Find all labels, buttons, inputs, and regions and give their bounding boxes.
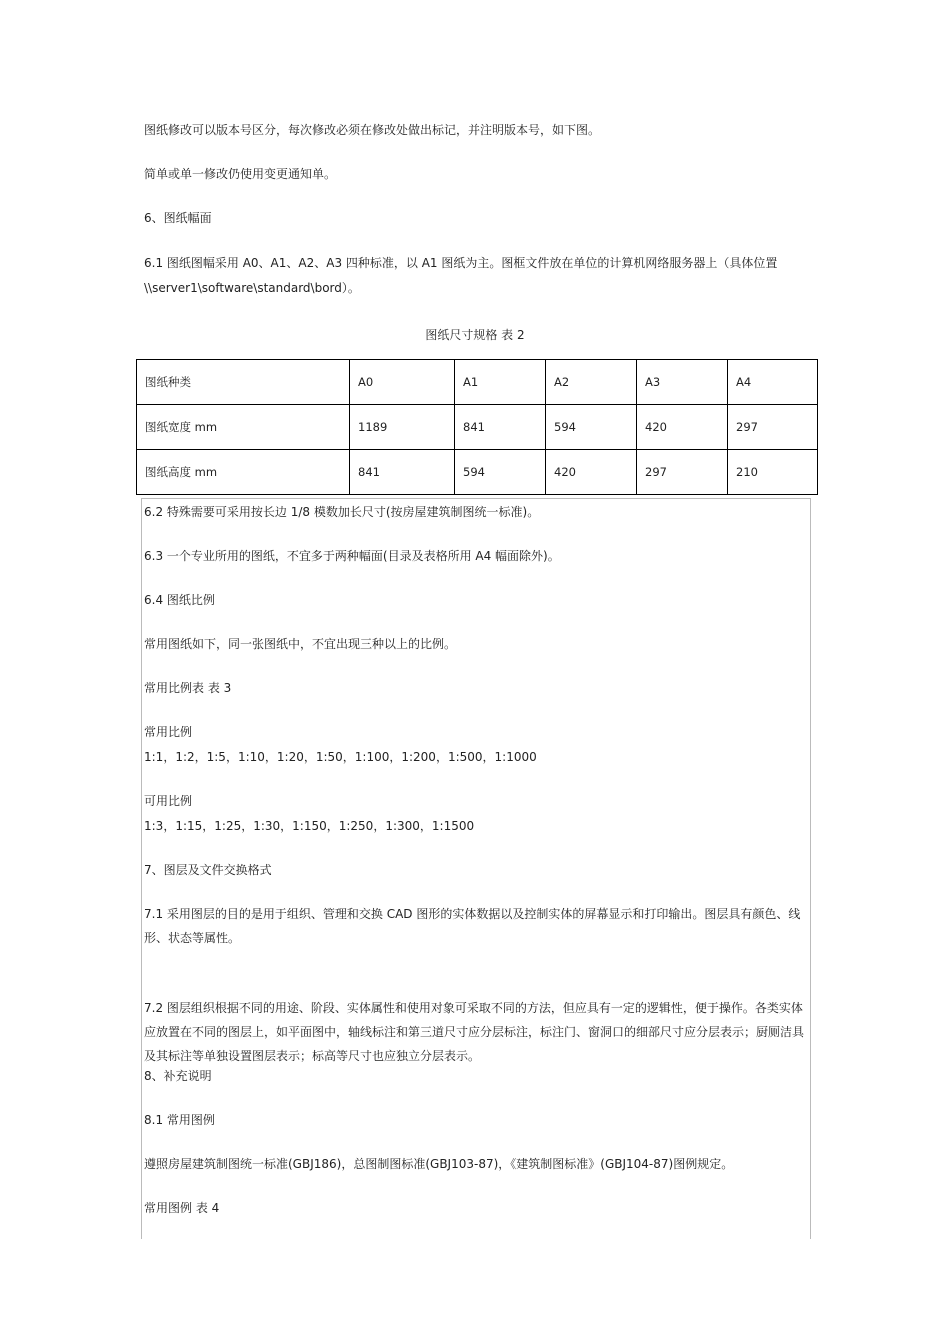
table-cell: A3 xyxy=(637,360,728,405)
table-cell: A0 xyxy=(350,360,455,405)
table-cell: 图纸宽度 mm xyxy=(137,405,350,450)
table-cell: 841 xyxy=(350,450,455,495)
paragraph-8-1-text: 遵照房屋建筑制图统一标准(GBJ186)，总图制图标准(GBJ103-87)，《建筑制图标准》(GBJ104-87)图例规定。 xyxy=(144,1157,734,1171)
intro-paragraph-2: 简单或单一修改仍使用变更通知单。 xyxy=(144,167,337,181)
optional-scale-values: 1:3，1:15，1:25，1:30，1:150，1:250，1:300，1:1500 xyxy=(144,819,475,833)
table-2-caption: 图纸尺寸规格 表 2 xyxy=(425,328,525,342)
paragraph-6-4-text: 常用图纸如下，同一张图纸中，不宜出现三种以上的比例。 xyxy=(144,637,457,651)
table-4-caption: 常用图例 表 4 xyxy=(144,1201,220,1215)
table-3-caption: 常用比例表 表 3 xyxy=(144,681,232,695)
table-cell: A4 xyxy=(728,360,818,405)
table-row xyxy=(137,360,818,405)
table-cell: 594 xyxy=(455,450,546,495)
table-cell: 图纸种类 xyxy=(137,360,350,405)
paragraph-7-2: 7.2 图层组织根据不同的用途、阶段、实体属性和使用对象可采取不同的方法，但应具有一定的逻辑性，便于操作。各类实体应放置在不同的图层上，如平面图中，轴线标注和第三道尺寸应分层标注，标注门、窗洞口的细部尺寸应分层表示；厨厕洁具及其标注等单独设置图层表示；标高等尺寸也应独立分层表示。 xyxy=(144,1001,805,1063)
paragraph-6-1-line-2: \\server1\software\standard\bord）。 xyxy=(144,281,360,295)
section-6-heading: 6、图纸幅面 xyxy=(144,211,212,225)
table-cell: 297 xyxy=(637,450,728,495)
paragraph-7-1: 7.1 采用图层的目的是用于组织、管理和交换 CAD 图形的实体数据以及控制实体的屏幕显示和打印输出。图层具有颜色、线形、状态等属性。 xyxy=(144,907,801,945)
table-cell: 297 xyxy=(728,405,818,450)
table-cell: A1 xyxy=(455,360,546,405)
paragraph-6-1-line-1: 6.1 图纸图幅采用 A0、A1、A2、A3 四种标准，以 A1 图纸为主。图框文件放在单位的计算机网络服务器上（具体位置 xyxy=(144,256,778,270)
table-cell: 420 xyxy=(637,405,728,450)
table-cell: 841 xyxy=(455,405,546,450)
common-scale-label: 常用比例 xyxy=(144,725,193,739)
table-cell: 594 xyxy=(546,405,637,450)
table-cell: 210 xyxy=(728,450,818,495)
paragraph-6-2: 6.2 特殊需要可采用按长边 1/8 模数加长尺寸(按房屋建筑制图统一标准)。 xyxy=(144,505,540,519)
common-scale-values: 1:1，1:2，1:5，1:10，1:20，1:50，1:100，1:200，1:500，1:1000 xyxy=(144,750,537,764)
intro-paragraph-1: 图纸修改可以版本号区分，每次修改必须在修改处做出标记，并注明版本号，如下图。 xyxy=(144,123,601,137)
optional-scale-label: 可用比例 xyxy=(144,794,193,808)
paragraph-6-4-heading: 6.4 图纸比例 xyxy=(144,593,215,607)
table-row xyxy=(137,405,818,450)
table-cell: 420 xyxy=(546,450,637,495)
table-cell: 图纸高度 mm xyxy=(137,450,350,495)
table-row xyxy=(137,450,818,495)
section-8-heading: 8、补充说明 xyxy=(144,1069,212,1083)
table-cell: 1189 xyxy=(350,405,455,450)
section-7-heading: 7、图层及文件交换格式 xyxy=(144,863,272,877)
paragraph-6-3: 6.3 一个专业所用的图纸，不宜多于两种幅面(目录及表格所用 A4 幅面除外)。 xyxy=(144,549,560,563)
paper-size-table xyxy=(136,359,818,495)
table-cell: A2 xyxy=(546,360,637,405)
paragraph-8-1-heading: 8.1 常用图例 xyxy=(144,1113,215,1127)
